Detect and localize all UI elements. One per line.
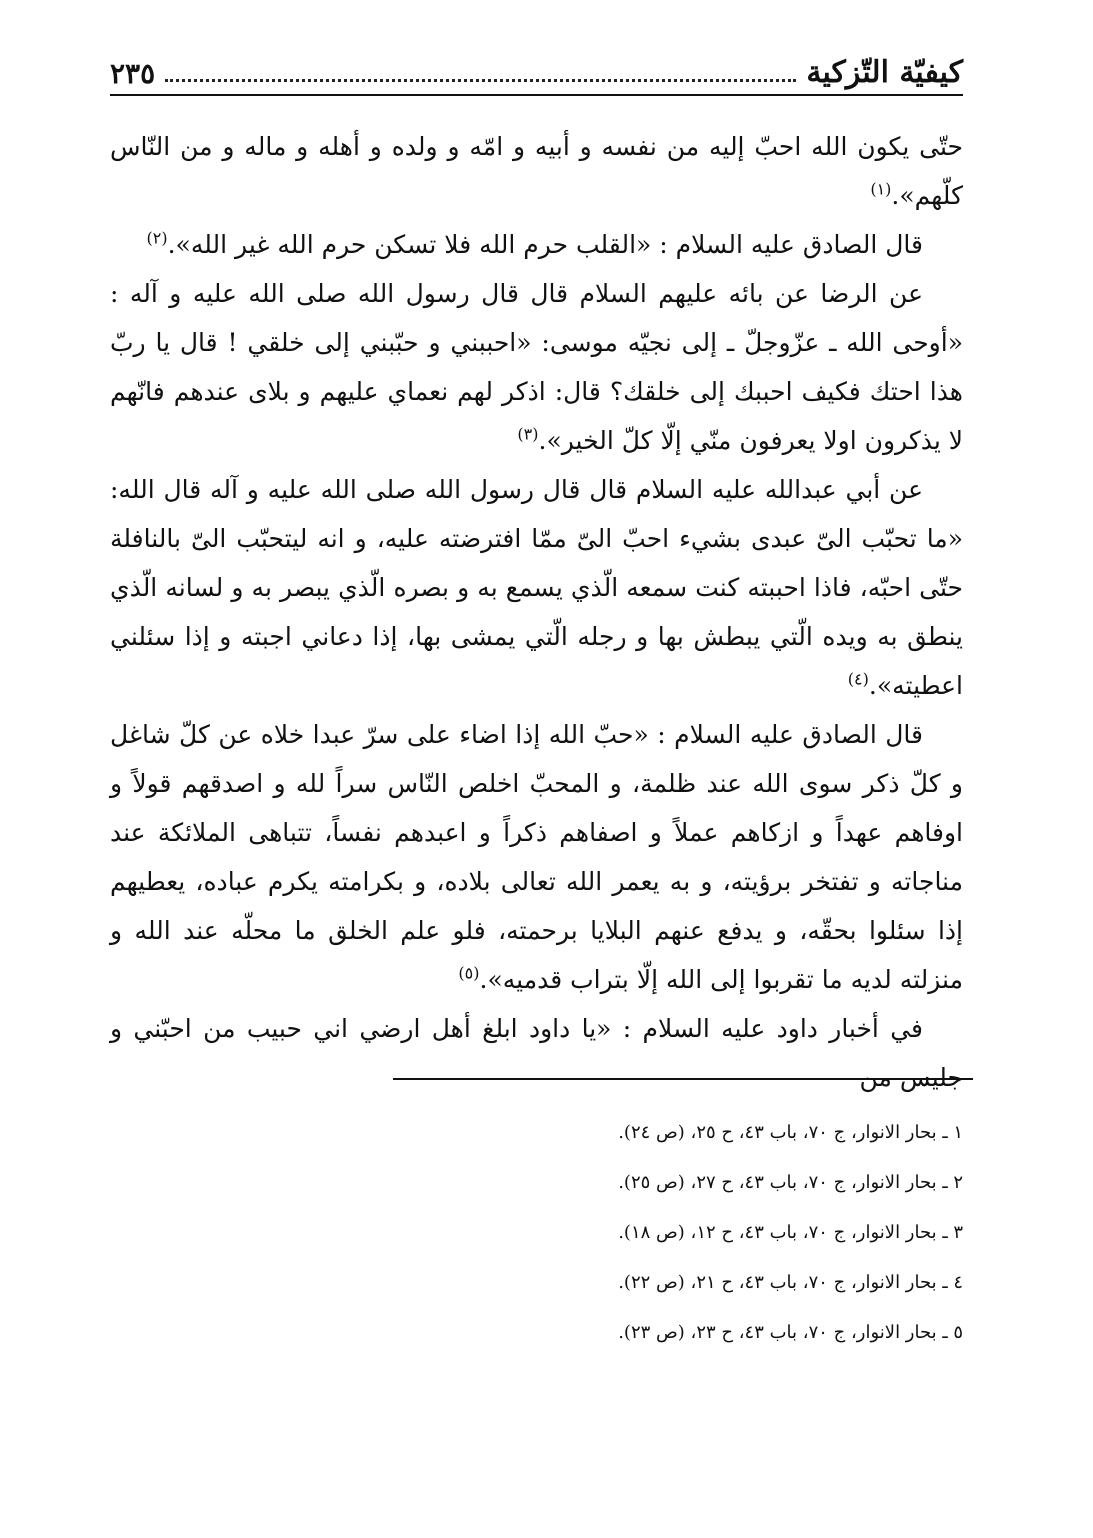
footnote: ٤ ـ بحار الانوار، ج ٧٠، باب ٤٣، ح ٢١، (ص ٢٢). [618, 1272, 963, 1293]
footnote-ref: (٢) [146, 228, 168, 248]
paragraph: قال الصادق عليه السلام : «القلب حرم الله فلا تسكن حرم الله غير الله».$^{(٢)}$ [146, 228, 923, 259]
paragraph: حتّى يكون الله احبّ إليه من نفسه و أبيه و امّه و ولده و أهله و ماله و من النّاس كلّهم».$^{(١)}$ [110, 132, 963, 210]
running-header [110, 40, 963, 96]
footnote: ٣ ـ بحار الانوار، ج ٧٠، باب ٤٣، ح ١٢، (ص ١٨). [618, 1222, 963, 1243]
footnote-ref: (١) [870, 179, 892, 199]
book-page [110, 30, 963, 1510]
footnote-ref: (٣) [517, 424, 539, 444]
body-text [110, 122, 963, 1102]
paragraph: في أخبار داود عليه السلام : «يا داود ابلغ أهل ارضي اني حبيب من احبّني و جليس من [110, 1014, 963, 1092]
footnote: ٢ ـ بحار الانوار، ج ٧٠، باب ٤٣، ح ٢٧، (ص ٢٥). [618, 1172, 963, 1193]
page-number: ٢٣٥ [110, 57, 156, 90]
paragraph: قال الصادق عليه السلام : «حبّ الله إذا اضاء على سرّ عبدا خلاه عن كلّ شاغل و كلّ ذكر سوى الله عند ظلمة، و المحبّ اخلص النّاس سراً لله و اصدقهم قولاً و اوفاهم عهداً و ازكاهم عملاً و اصفاهم ذكراً و اعبدهم نفساً، تتباهى الملائكة عند مناجاته و تفتخر برؤيته، و به يعمر الله تعالى بلاده، و بكرامته يكرم عباده، يعطيهم إذا سئلوا بحقّه، و يدفع عنهم البلايا برحمته، فلو علم الخلق ما محلّه عند الله و منزلته لديه ما تقربوا إلى الله إلّا بتراب قدميه».$^{(٥)}$ [110, 720, 963, 994]
paragraph: عن الرضا عن بائه عليهم السلام قال قال رسول الله صلى الله عليه و آله : «أوحى الله ـ عزّوجلّ ـ إلى نجيّه موسى: «احببني و حبّبني إلى خلقي ! قال يا ربّ هذا احتك فكيف احببك إلى خلقك؟ قال: اذكر لهم نعماي عليهم و بلاى عندهم فانّهم لا يذكرون اولا يعرفون منّي إلّا كلّ الخير».$^{(٣)}$ [110, 279, 963, 455]
footnote-divider [393, 1078, 973, 1080]
footnotes [110, 1108, 963, 1358]
paragraph: عن أبي عبدالله عليه السلام قال قال رسول الله صلى الله عليه و آله قال الله: «ما تحبّب الىّ عبدى بشيء احبّ الىّ ممّا افترضته عليه، و انه ليتحبّب الىّ بالنافلة حتّى احبّه، فاذا احببته كنت سمعه الّذي يسمع به و بصره الّذي يبصر به و لسانه الّذي ينطق به ويده الّتي يبطش بها و رجله الّتي يمشى بها، إذا دعاني اجبته و إذا سئلني اعطيته».$^{(٤)}$ [110, 475, 963, 700]
leader-dots [165, 79, 796, 82]
footnote-ref: (٥) [458, 963, 480, 983]
chapter-title: كيفيّة التّزكية [806, 55, 963, 90]
footnote: ٥ ـ بحار الانوار، ج ٧٠، باب ٤٣، ح ٢٣، (ص ٢٣). [618, 1322, 963, 1343]
footnote-ref: (٤) [847, 669, 869, 689]
footnote: ١ ـ بحار الانوار، ج ٧٠، باب ٤٣، ح ٢٥، (ص ٢٤). [618, 1122, 963, 1143]
